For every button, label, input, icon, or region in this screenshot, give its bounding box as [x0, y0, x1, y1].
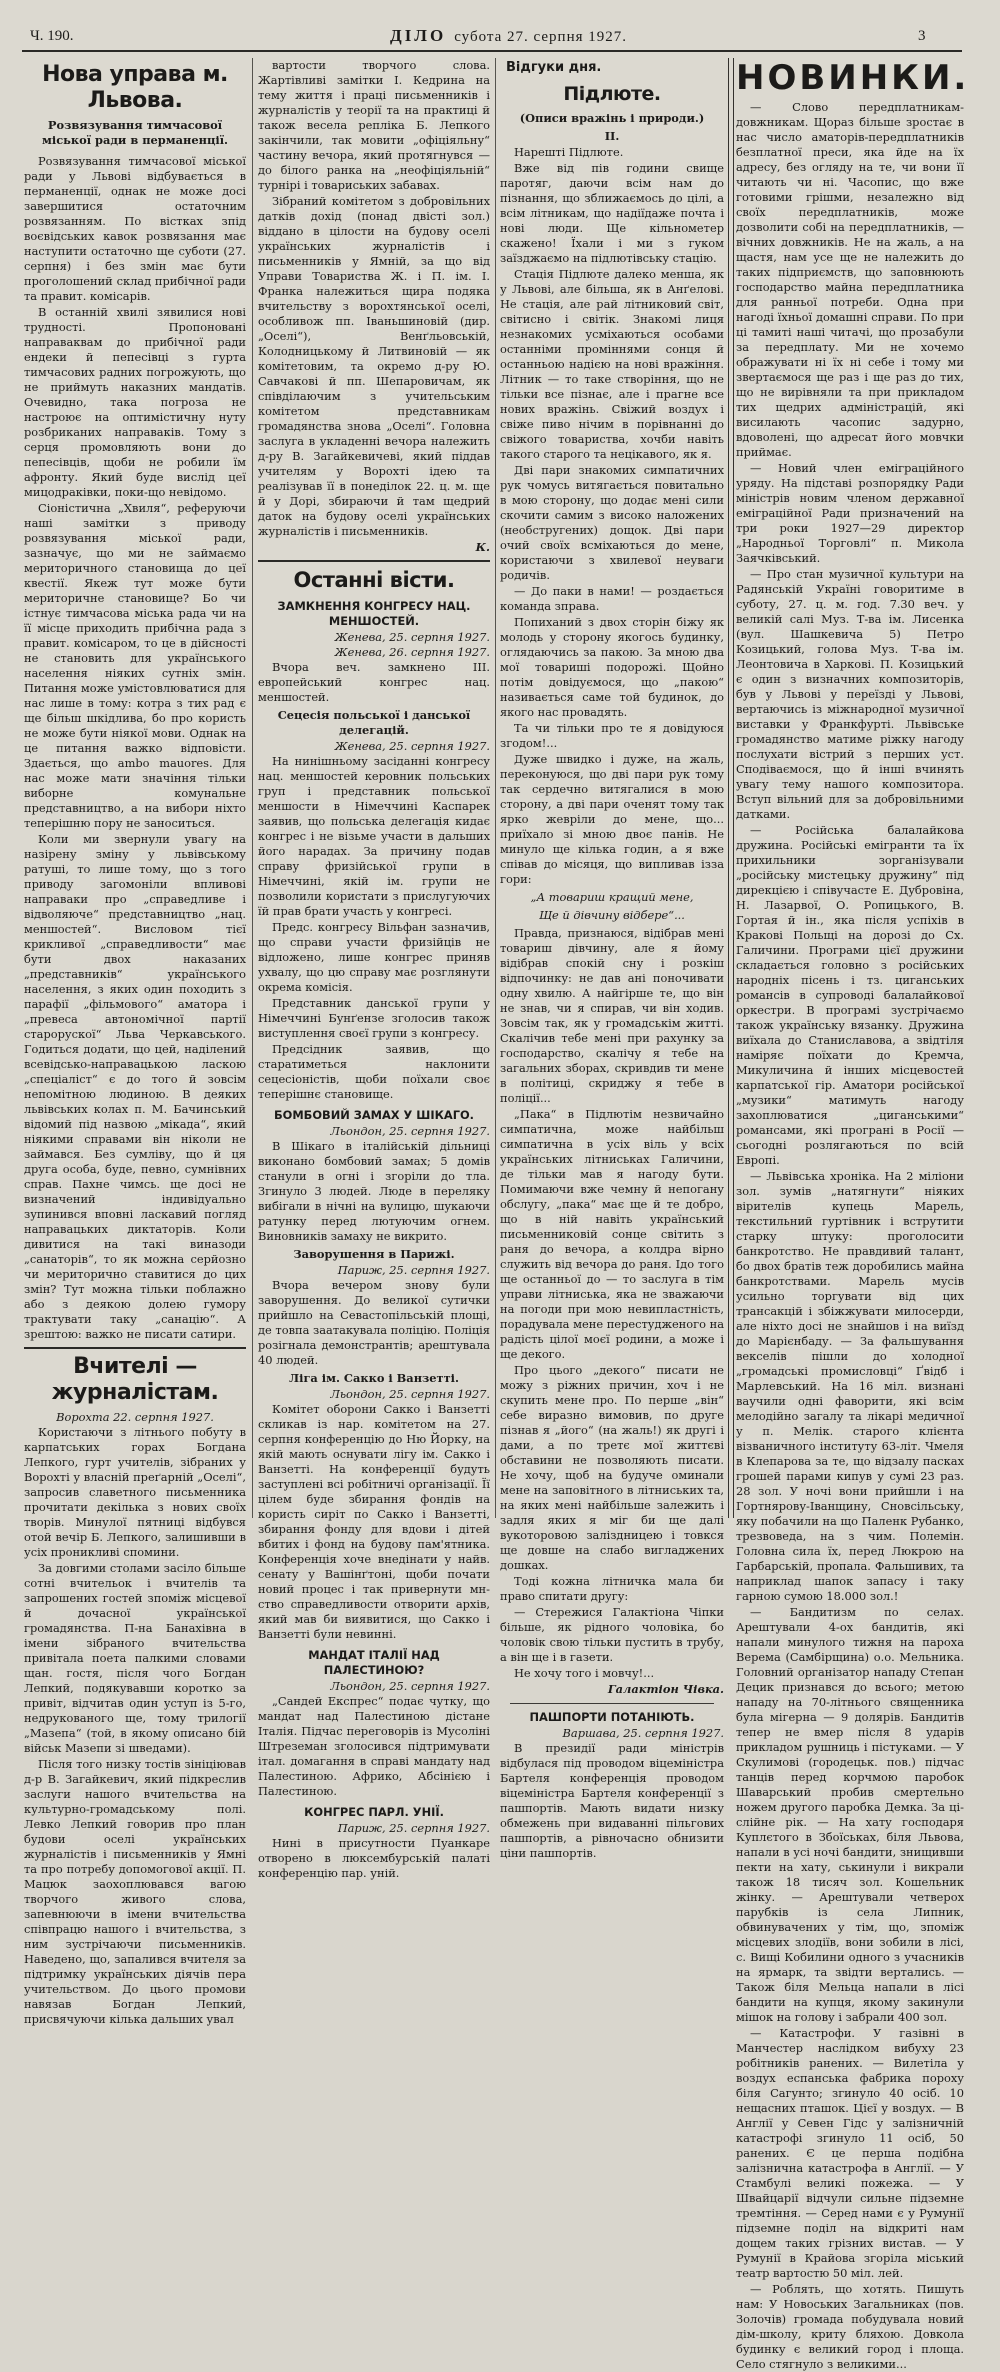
masthead: [30, 26, 930, 48]
dateline: Париж, 25. серпня 1927.: [337, 1263, 490, 1277]
paragraph: Дві пари знакомих симпатичних рук чомусь витягається повитально в мою сторону, що додає мені сили скочити самим з високо наложених (необстругених) дощок. Дві пари очий своїх всміхаються до мене, користаючи з хвилевої неуваги родичів.: [500, 463, 724, 582]
article-subtitle: (Описи вражінь і природи.): [519, 111, 705, 125]
paragraph: Нарешті Підлюте.: [514, 145, 624, 159]
paragraph: Вчора вечером знову були заворушення. До великої сутички прийшло на Севастопільській площі, де товпа заатакувала поліцію. Поліція розігнала демонстрантів; арештувала 40 людей.: [258, 1278, 490, 1367]
article-title: Нова управа м. Львова.: [42, 62, 228, 113]
news-item: — Катастрофи. У газівні в Манчестер наслідком вибуху 23 робітників ранених. — Вилетіла у воздух еспанська фабрика пороху біля Сагунто; згинуло 40 осіб. 10 нещасних пташок. Цієї у воздух. — В Англії у Севен Гідс у залізничній катастрофі згинуло 11 осіб, 50 ранених. Є це перша подібна залізнична катастрофа в Англії. — У Стамбулі великі пожежа. — У Швайцарії відчули сильне підземне тремтіння. — Серед нами є у Румунії підземне поділ на відкриті нам дощем таких грізних вистав. — У Румунії в Крайова згоріла міський театр вартостю 50 міл. лей.: [736, 2026, 964, 2280]
paragraph: В Шікаго в італійській дільниці виконано бомбовий замах; 5 домів станули в огні і згоріли до тла. Згинуло 3 людей. Люде в переляку вибігали в нічні на вулицю, шукаючи ратунку перед лютуючим огнем. Виновників замаху не викрито.: [258, 1139, 490, 1243]
column-divider: [252, 58, 253, 1518]
paragraph: „Сандей Експрес“ подає чутку, що мандат над Палестиною дістане Італія. Підчас переговорів із Мусоліні Штреземан зголосився підтримувати італ. домагання в справі мандату над Палестиною. Африко, Абсінією і Палестиною.: [258, 1694, 490, 1798]
section-kicker: Відгуки дня.: [506, 60, 602, 75]
news-headline: Сецесія польської і данської делегацій.: [277, 708, 471, 737]
news-headline: МАНДАТ ІТАЛІЇ НАД ПАЛЕСТИНОЮ?: [308, 1648, 440, 1677]
news-headline: Заворушення в Парижі.: [293, 1247, 455, 1261]
section-title: Останні вісти.: [293, 568, 455, 592]
dateline: Женева, 25. серпня 1927.: [334, 630, 490, 644]
dateline: Женева, 25. серпня 1927.: [334, 739, 490, 753]
signature: К.: [475, 540, 490, 554]
issue-date: субота 27. серпня 1927.: [454, 29, 627, 45]
paragraph: — До паки в нами! — роздається команда зправа.: [500, 584, 724, 613]
page-number: 3: [918, 28, 926, 44]
article-subtitle: Розвязування тимчасової міської ради в перманенції.: [41, 118, 228, 147]
paragraph: Та чи тільки про те я довідуюся згодом!...: [500, 721, 724, 750]
article-rule: [24, 1347, 246, 1349]
paragraph: Вчора веч. замкнено III. европейський конгрес нац. меншостей.: [258, 660, 490, 704]
column-divider: [495, 58, 496, 1518]
dateline: Льондон, 25. серпня 1927.: [330, 1679, 490, 1693]
masthead-rule: [22, 50, 962, 52]
paragraph: „Пака“ в Підлютім незвичайно симпатична, може найбільш симпатична в усіх віль у всіх українських літниськах Галичини, де тільки мав я нагоду бути. Помимаючи вже чемну й непогану обслугу, „пака“ має ще й те добро, що в ній навіть український письменниковій сонце світить з раня до вечора, а колдра вірно служить від вечора до раня. Ідо того ще останньої до — то заслуга в тім управи літниська, яка не зважаючи на погоди при мою невипластність, порадувала мене перестудженого на радість цілої моєї родини, а може і ще декого.: [500, 1107, 724, 1361]
masthead-center: [390, 26, 627, 46]
paragraph: В президії ради міністрів відбулася під проводом віцеміністра Бартеля конференція проводом віцеміністра Бартеля конференції з пашпортів. Мають видати низку обмежень при видаванні пільгових пашпортів, а рівночасно обнизити ціни пашпортів.: [500, 1741, 724, 1860]
paragraph: Не хочу того і мовчу!...: [514, 1666, 655, 1680]
news-headline: БОМБОВИЙ ЗАМАХ У ШІКАГО.: [273, 1108, 475, 1122]
paragraph: Комітет оборони Сакко і Ванзетті скликав із нар. комітетом на 27. серпня конференцію до Ню Йорку, на якій мають оснувати лігу ім. Сакко і Ванзетті. На конференції будуть заступлені всі робітничі організації. Її цілем буде збирання фондів на користь сиріт по Сакко і Ванзетті, збирання фонду для вдови і дітей вбитих і фонд на будову пам'ятника. Конференція хоче внедінати у найв. сенату у Вашінґтоні, щоби почати новий процес і так привернути мн-ство справедливости отворити архів, який мав би виявитися, що Сакко і Ванзетті були невинні.: [258, 1402, 490, 1641]
news-item: — Новий член еміграційного уряду. На підставі розпорядку Ради міністрів новим членом державної еміграційної Ради призначений на три роки 1927—29 директор „Народньої Торговлі“ п. Микола Заячківський.: [736, 461, 964, 565]
paragraph: Предсідник заявив, що старатиметься наклонити сецесіоністів, щоби поїхали своє теперішнє становище.: [258, 1042, 490, 1101]
column-3: [500, 58, 724, 1860]
paragraph: Стація Підлюте далеко менша, як у Львові, але більша, як в Анґелові. Не стація, але рай літниковий світ, світисно і світік. Знакомі лиця незнакомих усміхаються особами останніми проміннями сонця й останньою надією на нові вражіння. Літник — то таке створіння, що не тільки все пізнає, але і прагне все нових вражінь. Свіжий воздух і свіже пиво нічим в порівнанні до свіжого товариства, хочби навіть такого старого та нецікавого, як я.: [500, 267, 724, 461]
article-rule: [258, 560, 490, 562]
paragraph: Нині в присутности Пуанкаре отворено в люксембурській палаті конференцію пар. уній.: [258, 1836, 490, 1880]
paragraph: На нинішньому засіданні конгресу нац. меншостей керовник польських груп і представник польської меншости в Німеччині Каспарек заявив, що польська делегація кидає конгрес і не візьме участи в дальших його нарадах. За причину подав справу фризійської групи в Німеччині, якій ім. групи не позволили користати з прислугуючих їй прав брати участь у конгресі.: [258, 754, 490, 918]
news-headline: Ліга ім. Сакко і Ванзетті.: [289, 1371, 459, 1385]
paper-name: ДІЛО: [390, 26, 447, 45]
paragraph: Тоді кожна літничка мала би право спитати другу:: [500, 1574, 724, 1603]
dateline: Женева, 26. серпня 1927.: [334, 645, 490, 659]
column-1: [24, 58, 246, 2026]
article-rule: [510, 1703, 714, 1704]
article-title: Підлюте.: [563, 83, 661, 105]
dateline: Ворохта 22. серпня 1927.: [56, 1410, 214, 1424]
signature: Галактіон Чівка.: [607, 1682, 724, 1696]
column-2: [258, 58, 490, 1880]
column-4: [736, 58, 970, 2371]
dateline: Льондон, 25. серпня 1927.: [330, 1387, 490, 1401]
paragraph: Користаючи з літнього побуту в карпатських горах Богдана Лепкого, гурт учителів, зібраних у Ворохті у власній преґарній „Оселі“, запросив славетного письменника прочитати декілька з нових своїх творів. Минулої пятниці відбувся отой вечір Б. Лепкого, залишивши в усіх проникливі спомини.: [24, 1425, 246, 1559]
paragraph: Дуже швидко і дуже, на жаль, переконуюся, що дві пари рук тому так сердечно витягалися в мою сторону, а дві пари оченят тому так ярко жевріли до мене, що... приїхало зі мною двоє панів. Не минуло ще кілька годин, а я вже співав до місяця, що випливав ізза гори:: [500, 752, 724, 886]
article-title: Вчителі — журналістам.: [51, 1354, 219, 1405]
paragraph: Сіоністична „Хвиля“, реферуючи наші замітки з приводу розвязування міської ради, зазначує, що ми не займаємо мериторичного становища до цеї квестії. Якеж тут може бути мериторичне становище? Бо чи істнує тимчасова міська рада чи на її місце приходить прибічна рада з правит. комісаром, то це в дійсності не становить для українського населення ніяких сутніх змін. Питання може умістовлюватися для нас лише в тому: котра з тих рад є ще більш шкідлива, бо про користь не може бути ніякої мови. Однак на це питання важко відповісти. Здається, що ambo mauores. Для нас може мати значіння тільки виборне комунальне представництво, а на вибори ніхто теперішню пору не заноситься.: [24, 501, 246, 830]
paragraph: вартости творчого слова. Жартівливі замітки І. Кедрина на тему життя і праці письменників і журналістів у теорії та на практиці й також весела репліка Б. Лепкого закінчили, так мовити „офіціяльну“ частину вечора, який протягнувся — до білого ранка на „неофіціяльній“ турнірі і товариських забавах.: [258, 58, 490, 192]
paragraph: Вже від пів години свище паротяг, даючи всім нам до пізнання, що зближаємось до цілі, а всім літникам, що надіїдаже почта і нові люди. Ще кільнометер скажено! Їхали і ми з гуком заїзджаємо на підлютівську стацію.: [500, 161, 724, 265]
poem-line: „А товариш кращий мене,: [530, 890, 694, 904]
column-double-divider: [728, 58, 734, 1518]
news-headline: ПАШПОРТИ ПОТАНІЮТЬ.: [529, 1710, 695, 1724]
news-item: — Роблять, що хотять. Пишуть нам: У Новоських Загальниках (пов. Золочів) громада побудувала новий дім-школу, криту бляхою. Довкола будинку є великий город і площа. Село стягнуло з великими...: [736, 2282, 964, 2371]
part-number: II.: [604, 129, 620, 143]
dateline: Париж, 25. серпня 1927.: [337, 1821, 490, 1835]
paragraph: Про цього „декого“ писати не можу з ріжних причин, хоч і не скупить мене про. По перше „він“ себе виразно вимовив, по друге пізнав я „його“ (на жаль!) як другі і дами, а по третє мої життєві обставини не позволяють писати. Не хочу, щоб на будуче оминали мене на заповітного в літниських та, на яких мені найбільше залежить і задля яких я міг би ще далі вукоторовою заліздницею і товкся ще довше на слабо вигладжених дошках.: [500, 1363, 724, 1572]
paragraph: Розвязування тимчасової міської ради у Львові відбувається в перманенції, однак не може досі завершитися остаточним розвязанням. По вістках зпід воєвідських кавок розвязання має наступити остаточно ще суботи (27. серпня) і без змін має бути проголошений склад прибічної ради та правит. комісарів.: [24, 154, 246, 303]
news-headline: ЗАМКНЕННЯ КОНГРЕСУ НАЦ. МЕНШОСТЕЙ.: [277, 599, 471, 628]
dateline: Льондон, 25. серпня 1927.: [330, 1124, 490, 1138]
paragraph: Правда, признаюся, відібрав мені товариш дівчину, але я йому відібрав спокій сну і розкіш відпочинку: не дав ані поночивати одну хвилю. А найгірше те, що він не знав, чи я спирав, чи він ходив. Зовсім так, як у громадськім житті. Скалічив тебе мені при рахунку за господарство, скалічу я тебе на загальних зборах, скривдив ти мене в політиці, скриджу я тебе в поліції...: [500, 926, 724, 1105]
news-item: — Львівська хроніка. На 2 міліони зол. зумів „натягнути“ ніяких вірителів купець Марель, текстильний гуртівник і вструтити старку штуку: проголосити банкротство. Не правдивий талант, бо двох братів теж доробились майна банкротствами. Марель мусів усильно торгувати від цих трансакцій і збіжжувати милосерди, але ніхто досі не знайшов і на виїзд до Марієнбаду. — За фальшування векселів пішли до холодної „громадські промисловці“ Ґвідб і Марлевський. На 16 міл. визнані ваучили одні фаворити, які всім мелодійно загалу та лікарі медичної у п. Мелік. старого клієнта візваничного інституту 63-літ. Чмеля в Клепарова за те, що відзалу пасках грошей парами кипув у сумі 23 раз. 28 зол. У ночі вони прийшли і на Гортнярову-Іванщину, Сновсільську, яку побачили на що Паленк Рубанко, трезвоведа, на з чим. Полемін. Головна сила їх, перед Люкрою на Гарбарській, пропала. Фальшивих, та наприклад шапок запасу і таку гарною сумою 18.000 зол.!: [736, 1169, 964, 1603]
paragraph: Представник данської групи у Німеччині Бунґензе зголосив також виступлення своєї групи з конгресу.: [258, 996, 490, 1040]
paragraph: Після того низку тостів зініціював д-р В. Загайкевич, який підкреслив заслуги нашого вчительства на культурно-громадському полі. Левко Лепкий говорив про план будови оселі українських журналістів і письменників у Ямні та про потребу допомогової акції. П. Мацюк заохоплювався вагою творчого живого слова, запевнюючи в імени вчительства співпрацю нашого і вчительства, з ним зустрічаючи письменників. Наведено, що, запалився вчителя за підтримку українських діячів пера учительством. До цього промови навязав Богдан Лепкий, присвячуючи кілька дальших увал: [24, 1757, 246, 2026]
poem-line: Ще й дівчину відбере“...: [539, 908, 685, 922]
dateline: Варшава, 25. серпня 1927.: [562, 1726, 724, 1740]
paragraph: В останній хвилі зявилися нові трудності. Пропоновані направаквам до прибічної ради ендеки й пепесівці з гурта тимчасових радних погрожують, що не приймуть наказних мандатів. Очевидно, така погроза не настроює на оптимістичну нуту розбриканих направаків. Тому з серця промовляють вони до пепесівців, щоби не робили їм афронту. Який буде вислід цеї мицодраківки, поки-що невідомо.: [24, 305, 246, 499]
paragraph: Предс. конгресу Вільфан зазначив, що справи участи фризійців не відложено, лише конгрес приняв ухвалу, що цю справу має розглянути окрема комісія.: [258, 920, 490, 994]
paragraph: Попиханий з двох сторін біжу як молодь у сторону якогось будинку, оглядаючись за пакою. За мною два мої товариші подорожі. Щойно потім довідуємося, що „пакою“ називається саме той будинок, до якого нас провадять.: [500, 615, 724, 719]
news-item: — Бандитизм по селах. Арештували 4-ох бандитів, які напали минулого тижня на пароха Верема (Самбірщина) о.о. Мельника. Головний організатор нападу Степан Децик признався до всього; метою нападу на 70-літнього священника була мігерна — 9 долярів. Бандитів тепер не вмер після 8 ударів прикладом рушниць і пістуками. — У Скулимові (городецьк. пов.) підчас танців перед корчмою паробок Шаварський пробив смертельно ножем другого паробка Демка. За ціслійне рік. — На хату господаря Куплєтого в Збоїськах, біля Львова, напали в усі ночі бандити, знищивши пекти на хату, ськинули і викрали також 18 тисяч зол. Кошельник жінку. — Арештували четверох парубків із села Липник, обвинувачених у тім, що, зпоміж місцевих злодіїв, вони зобили в лісі, с. Вищі Кобилини одного з учасників на ярмарк, та звідти вертались. — Також біля Мельца напали в лісі бандити на купця, якому закинули мішок на голову і забрали 400 зол.: [736, 1605, 964, 2024]
news-item: — Російська балалайкова дружина. Російські емігранти та їх прихильники зорганізували „російську мистецьку дружину“ під дирекцією і співучасте Е. Дубровіна, Н. Лазарвої, О. Ропицького, В. Гортая й ін., яка після успіхів в Кракові Польщі на дорозі до Сх. Галичини. Програми цієї дружини складається головно з російських народніх пісень і тз. циганських романсів в супроводі балалайкової оркестри. В програмі зустрічаємо також українську вязанку. Дружина виїхала до Станиславова, а звідтіля наміряє поїхати до Кремча, Микуличина й інших місцевостей карпатської гір. Аматори російської „музики“ матимуть нагоду захоплюватися „циганськими“ романсами, які програні в Росії — сьогодні розлягаються по всій Европі.: [736, 823, 964, 1167]
news-headline: КОНГРЕС ПАРЛ. УНІЇ.: [304, 1805, 444, 1819]
paragraph: Коли ми звернули увагу на назірену зміну у львівському ратуші, то лише тому, що з того приводу загомоніли впливові направаки про „справедливе і відволяюче“ представництво „нац. меншостей“. Висловом тієї крикливої „справедливости“ має бути двох наказаних „представників“ українського населення, з яких один походить з парафії „фільмового“ аматора і „превеса автономічної партії старорускої“ Льва Черкавського. Годиться додати, що цей, наділений всевідсько-направацькою ласкою „спеціаліст“ є до того й зовсім непомітною людиною. В деяких львівських колах п. М. Бачинський відомий під назвою „мікада“, який ніякими справами він ніколи не займався. Без сумліву, що й ця друга особа, буде, певно, сумнівних справ. Пахне чимсь. ще досі не визначений індивідуально зупинився вповні ласкавий погляд направацьких диктаторів. Коли дивитися на такі виназоди „санаторів“, то як можна серйозно чи мериторично ставитися до цих змін? Тут можна тільки поблажно або з деякою долею гумору трактувати таку „санацію“. А зрештою: важко не писати сатири.: [24, 832, 246, 1341]
paragraph: Зібраний комітетом з добровільних датків дохід (понад двісті зол.) віддано в цілости на будову оселі українських журналістів і письменників у Ямній, за що від Управи Товариства Ж. і П. ім. І. Франка належиться щира подяка вчительству з ворохтянської оселі, особливож пп. Іваньшиновій (дир. „Оселі“), Венґльовській, Колодницькому й Литвиновій — як комітетовим, та окремо д-ру Ю. Савчакові й пп. Шепаровичам, як співділаючим з учительським комітетом представникам громадянства знова „Оселі“. Головна заслуга в укладенні вечора належить д-ру В. Загайкевичеві, який піддав учителям у Ворохті ідею та реалізував її в понеділок 22. ц. м. ще й у Дорі, збираючи й там щедрий даток на будову оселі українських журналістів і письменників.: [258, 194, 490, 538]
issue-number: Ч. 190.: [30, 28, 74, 44]
news-item: — Про стан музичної культури на Радянській Україні говоритиме в суботу, 27. ц. м. год. 7.30 веч. у великій салі Муз. Т-ва ім. Лисенка (вул. Шашкевича 5) Петро Козицький, голова Муз. Т-ва ім. Леонтовича в Харкові. П. Козицький є один з визначних композиторів, був у Львові у переїзді у Львові, вертаючись із міжнародної музичної виставки у Франкфурті. Львівське громадянство матиме ріжку нагоду послухати вістрий з перших уст. Сподіваємося, що й інші вчинять увагу тему нашого композитора. Вступ вільний для за добровільними датками.: [736, 567, 964, 821]
paragraph: За довгими столами засіло більше сотні вчительок і вчителів та запрошених гостей зпоміж місцевої й дочасної української громадянства. П-на Банахівна в імени зібраного вчительства привітала поета палкими словами щан. гостя, після чого Богдан Лепкий, подякувавши коротко за привіт, відчитав один уступ із 5-го, недрукованого ще, тому трилогії „Мазепа“ (той, в якому описано бій військ Мазепи зі шведами).: [24, 1561, 246, 1755]
section-title: НОВИНКИ.: [736, 58, 970, 98]
news-item: — Слово передплатникам-довжникам. Щораз більше зростає в нас число аматорів-передплатників безплатної преси, яка йде на їх адресу, без огляду на те, чи вони її читають чи ні. Часопис, що вже готовими грішми, незалежно від своїх передплатників, може дозволити собі на передплатників, — вічних довжників. Не на жаль, а на щастя, нам усе ще не належить до таких підприємств, що заповнюють господарство майна передплатника для ранньої потреби. Одна при нагоді їхньої домашні справи. По при ці тамиті наші читачі, що прозабули за передплату. Ми не хочемо ображувати ні їх ні себе і тому ми звертаємося ще раз і ще раз до тих, що не вирівняли та при прикладом тих щедрих адміністрацій, які висилають часопис задурно, вдоволені, що адресат його мовчки приймає.: [736, 100, 964, 459]
paragraph: — Стережися Галактіона Чіпки більше, як рідного чоловіка, бо чоловік свою тільки пустить в трубу, а він ще і в газети.: [500, 1605, 724, 1664]
